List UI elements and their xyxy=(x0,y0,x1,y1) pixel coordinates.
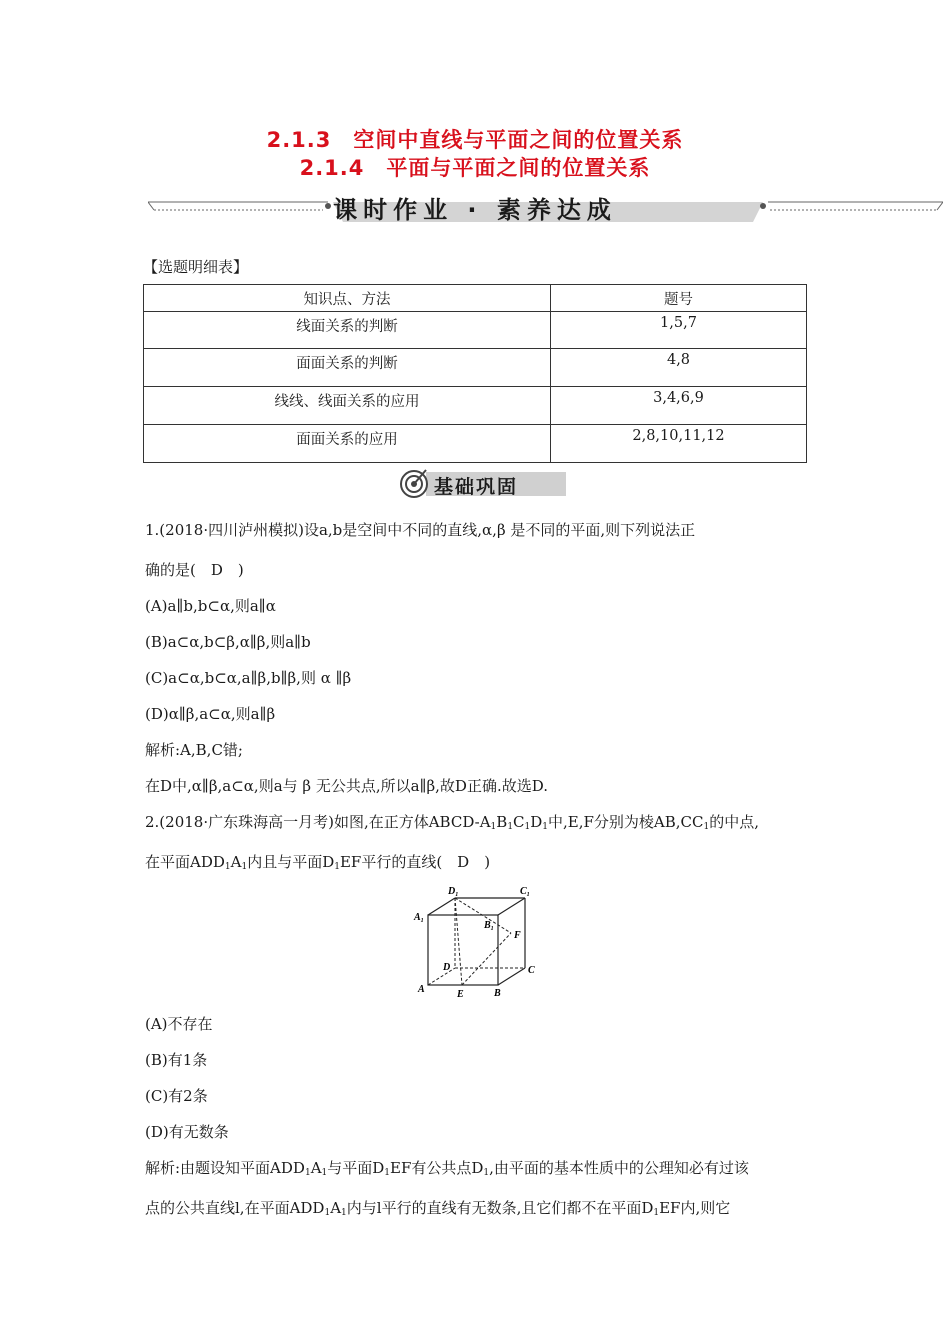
q2-option-b: (B)有1条 xyxy=(145,1051,208,1069)
table-cell: 面面关系的应用 xyxy=(144,425,551,463)
cube-figure xyxy=(410,880,540,1005)
q1-option-d: (D)α∥β,a⊂α,则a∥β xyxy=(145,705,276,723)
q1-stem-line2: 确的是( D ) xyxy=(145,561,244,579)
table-cell: 2,8,10,11,12 xyxy=(551,425,807,463)
q2-stem-line2: 在平面$ADD_1A_1$内且与平面$D_1EF$平行的直线( D ) xyxy=(145,853,491,872)
label-d1: $D_1$ xyxy=(448,886,459,898)
q2-stem-line1: 2.(2018·广东珠海高一月考)如图,在正方体ABCD-$A_1B_1C_1D_1$中,E,F分别为棱$AB,CC_1$的中点, xyxy=(145,813,760,832)
table-row xyxy=(144,349,807,387)
q1-option-b: (B)a⊂α,b⊂β,α∥β,则a∥b xyxy=(145,633,311,651)
label-a1: $A_1$ xyxy=(414,912,424,924)
table-header-cell: 知识点、方法 xyxy=(144,285,551,312)
q1-option-c: (C)a⊂α,b⊂α,a∥β,b∥β,则 α ∥β xyxy=(145,669,352,687)
table-cell: 3,4,6,9 xyxy=(551,387,807,425)
q2-option-c: (C)有2条 xyxy=(145,1087,208,1105)
label-a: A xyxy=(418,984,425,995)
title-line-2: 2.1.4 平面与平面之间的位置关系 xyxy=(299,156,651,180)
label-b1: $B_1$ xyxy=(484,920,494,932)
q2-option-d: (D)有无数条 xyxy=(145,1123,229,1141)
table-header-cell: 题号 xyxy=(551,285,807,312)
table-cell: 面面关系的判断 xyxy=(144,349,551,387)
table-cell: 1,5,7 xyxy=(551,312,807,349)
q1-analysis-line2: 在D中,α∥β,a⊂α,则a与 β 无公共点,所以a∥β,故D正确.故选D. xyxy=(145,777,548,795)
table-label: 【选题明细表】 xyxy=(143,258,249,276)
table-row xyxy=(144,312,807,349)
label-b: B xyxy=(494,988,501,999)
label-f: F xyxy=(514,930,521,941)
table-cell: 4,8 xyxy=(551,349,807,387)
section-title: 基础巩固 xyxy=(434,476,519,498)
label-c1: $C_1$ xyxy=(520,886,530,898)
q1-stem-line1: 1.(2018·四川泸州模拟)设a,b是空间中不同的直线,α,β 是不同的平面,则下列说法正 xyxy=(145,521,696,539)
q2-analysis-line2: 点的公共直线l,在平面$ADD_1A_1$内与l平行的直线有无数条,且它们都不在平面$D_1EF$内,则它 xyxy=(145,1199,731,1218)
table-cell: 线面关系的判断 xyxy=(144,312,551,349)
q2-option-a: (A)不存在 xyxy=(145,1015,213,1033)
table-row xyxy=(144,387,807,425)
table-row xyxy=(144,425,807,463)
q1-option-a: (A)a∥b,b⊂α,则a∥α xyxy=(145,597,276,615)
label-d: D xyxy=(443,962,451,973)
table-cell: 线线、线面关系的应用 xyxy=(144,387,551,425)
label-c: C xyxy=(528,965,535,976)
title-line-1: 2.1.3 空间中直线与平面之间的位置关系 xyxy=(266,128,684,152)
label-e: E xyxy=(457,989,464,1000)
q2-analysis-line1: 解析:由题设知平面$ADD_1A_1$与平面$D_1EF$有公共点$D_1$,由平面的基本性质中的公理知必有过该 xyxy=(145,1159,749,1178)
q1-analysis-line1: 解析:A,B,C错; xyxy=(145,741,243,759)
detail-table xyxy=(143,284,807,463)
banner-title: 课时作业 · 素养达成 xyxy=(333,196,617,224)
table-header-row xyxy=(144,285,807,312)
